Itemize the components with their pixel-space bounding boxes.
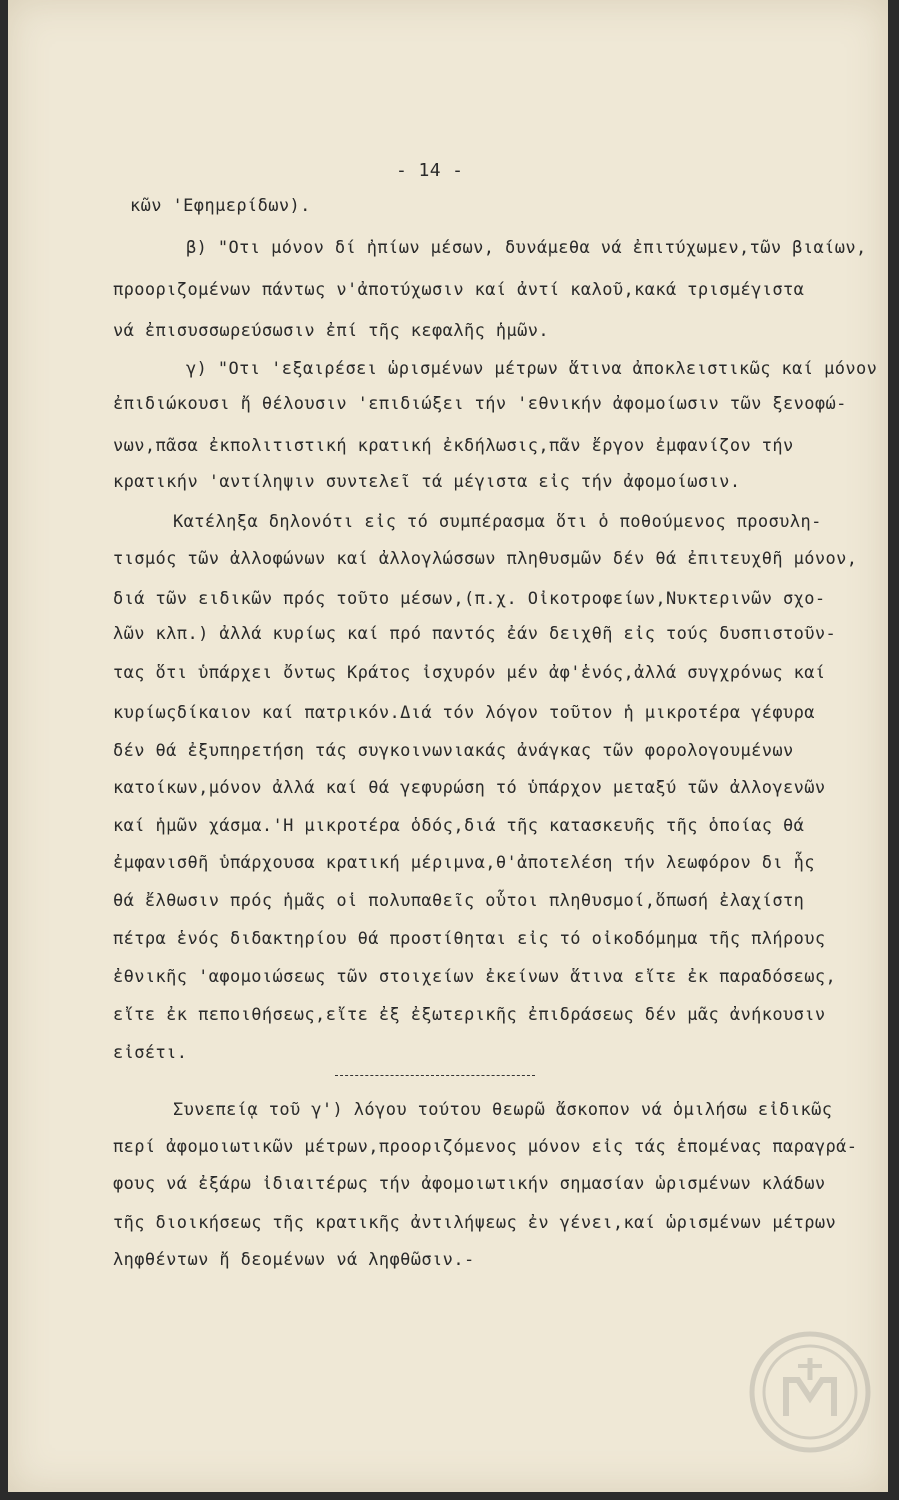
text-line: λῶν κλπ.) ἀλλά κυρίως καί πρό παντός ἐάν δειχθῆ εἰς τούς δυσπιστοῦν- xyxy=(113,624,837,644)
text-line: ληφθέντων ἤ δεομένων νά ληφθῶσιν.- xyxy=(113,1250,475,1270)
text-line: κρατικήν 'αντίληψιν συντελεῖ τά μέγιστα εἰς τήν ἀφομοίωσιν. xyxy=(113,472,741,492)
document-page xyxy=(8,0,888,1492)
text-line: εἰσέτι. xyxy=(113,1043,188,1063)
text-line: καί ἡμῶν χάσμα.'Η μικροτέρα ὁδός,διά τῆς κατασκευῆς τῆς ὁποίας θά xyxy=(113,816,805,836)
text-line: Κατέληξα δηλονότι εἰς τό συμπέρασμα ὅτι ὁ ποθούμενος προσυλη- xyxy=(173,512,822,532)
text-line: περί ἀφομοιωτικῶν μέτρων,προοριζόμενος μόνον εἰς τάς ἑπομένας παραγρά- xyxy=(113,1137,858,1157)
text-line: β) "Οτι μόνον δί ἠπίων μέσων, δυνάμεθα νά ἐπιτύχωμεν,τῶν βιαίων, xyxy=(186,238,867,258)
text-line: θά ἔλθωσιν πρός ἡμᾶς οἱ πολυπαθεῖς οὗτοι πληθυσμοί,ὅπωσή ἐλαχίστη xyxy=(113,891,805,911)
text-line: δέν θά ἐξυπηρετήση τάς συγκοινωνιακάς ἀνάγκας τῶν φορολογουμένων xyxy=(113,741,794,761)
text-line: τισμός τῶν ἀλλοφώνων καί ἀλλογλώσσων πληθυσμῶν δέν θά ἐπιτευχθῆ μόνον, xyxy=(113,549,858,569)
section-separator xyxy=(335,1075,535,1076)
text-line: ἐμφανισθῆ ὑπάρχουσα κρατική μέριμνα,θ'ἀποτελέση τήν λεωφόρον δι ἧς xyxy=(113,853,815,873)
text-line: ἐθνικῆς 'αφομοιώσεως τῶν στοιχείων ἐκείνων ἅτινα εἴτε ἐκ παραδόσεως, xyxy=(113,967,837,987)
text-line: νων,πᾶσα ἐκπολιτιστική κρατική ἐκδήλωσις,πᾶν ἔργον ἐμφανίζον τήν xyxy=(113,436,794,456)
text-line: τῆς διοικήσεως τῆς κρατικῆς ἀντιλήψεως ἐν γένει,καί ὡρισμένων μέτρων xyxy=(113,1213,837,1233)
text-line: εἴτε ἐκ πεποιθήσεως,εἴτε ἐξ ἐξωτερικῆς ἐπιδράσεως δέν μᾶς ἀνήκουσιν xyxy=(113,1005,826,1025)
text-line: κυρίωςδίκαιον καί πατρικόν.Διά τόν λόγον τοῦτον ἡ μικροτέρα γέφυρα xyxy=(113,703,815,723)
text-line: φους νά ἐξάρω ἰδιαιτέρως τήν ἀφομοιωτικήν σημασίαν ὡρισμένων κλάδων xyxy=(113,1174,826,1194)
archive-stamp-icon xyxy=(746,1328,874,1456)
text-line: ἐπιδιώκουσι ἤ θέλουσιν 'επιδιώξει τήν 'εθνικήν ἀφομοίωσιν τῶν ξενοφώ- xyxy=(113,394,847,414)
text-line: κῶν 'Εφημερίδων). xyxy=(130,196,311,216)
text-line: τας ὅτι ὑπάρχει ὄντως Κράτος ἰσχυρόν μέν ἀφ'ἑνός,ἀλλά συγχρόνως καί xyxy=(113,663,826,683)
page-text xyxy=(8,0,888,1492)
text-line: νά ἐπισυσσωρεύσωσιν ἐπί τῆς κεφαλῆς ἡμῶν. xyxy=(113,321,550,341)
text-line: προοριζομένων πάντως ν'ἀποτύχωσιν καί ἀντί καλοῦ,κακά τρισμέγιστα xyxy=(113,280,805,300)
text-line: πέτρα ἑνός διδακτηρίου θά προστίθηται εἰς τό οἰκοδόμημα τῆς πλήρους xyxy=(113,929,826,949)
page-number: - 14 - xyxy=(396,160,464,181)
text-line: κατοίκων,μόνον ἀλλά καί θά γεφυρώση τό ὑπάρχον μεταξύ τῶν ἀλλογενῶν xyxy=(113,778,826,798)
text-line: Συνεπείᾳ τοῦ γ') λόγου τούτου θεωρῶ ἄσκοπον νά ὁμιλήσω εἰδικῶς xyxy=(173,1100,833,1120)
text-line: γ) "Οτι 'εξαιρέσει ὡρισμένων μέτρων ἅτινα ἀποκλειστικῶς καί μόνον xyxy=(186,359,878,379)
text-line: διά τῶν ειδικῶν πρός τοῦτο μέσων,(π.χ. Οἰκοτροφείων,Νυκτερινῶν σχο- xyxy=(113,589,826,609)
